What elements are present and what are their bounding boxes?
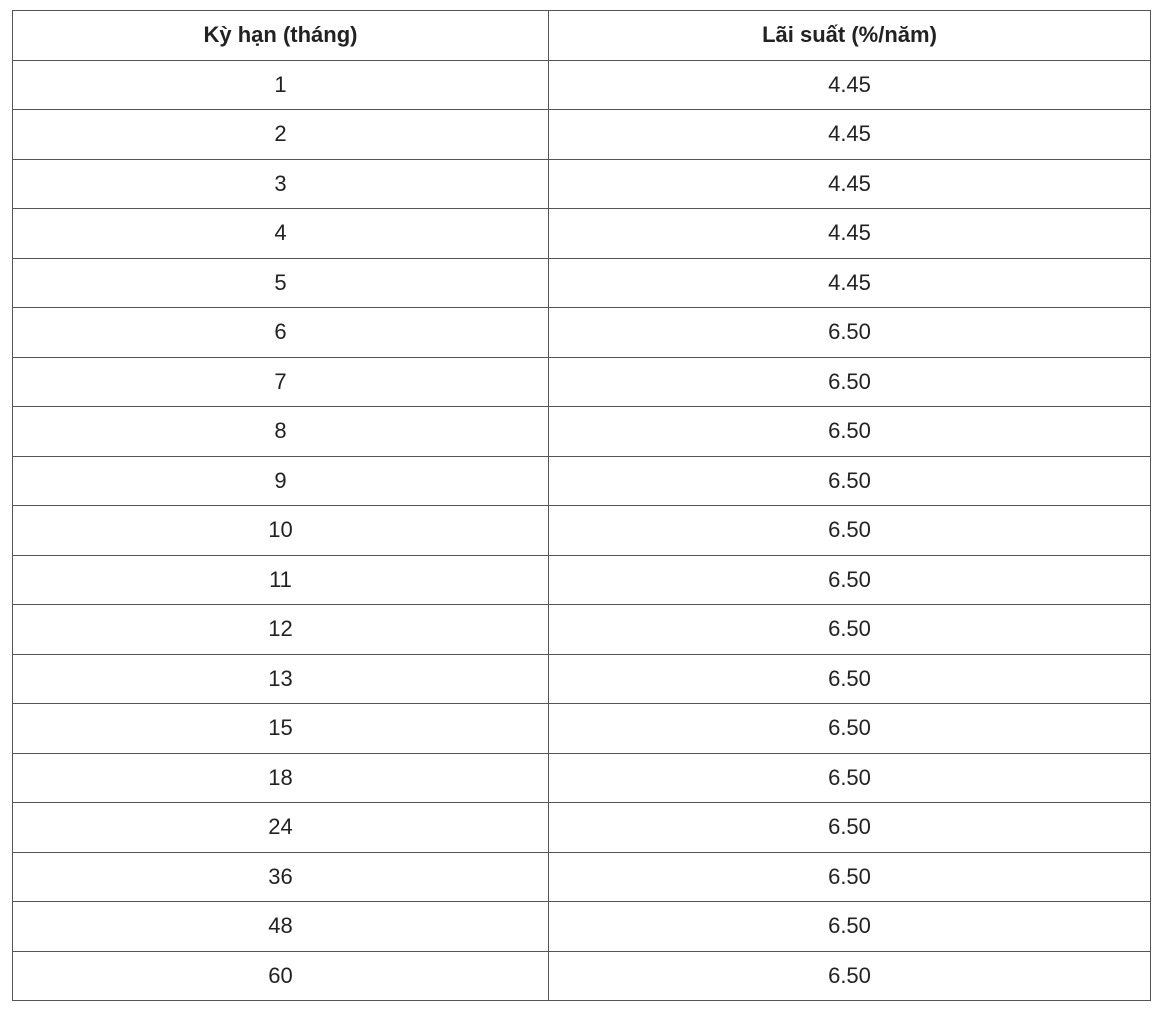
term-months-cell: 11 xyxy=(13,555,549,605)
term-months-cell: 2 xyxy=(13,110,549,160)
header-term-months: Kỳ hạn (tháng) xyxy=(13,11,549,61)
table-row xyxy=(13,852,1151,902)
table-row xyxy=(13,407,1151,457)
term-months-cell: 12 xyxy=(13,605,549,655)
header-interest-rate: Lãi suất (%/năm) xyxy=(549,11,1151,61)
interest-rate-cell: 4.45 xyxy=(549,209,1151,259)
interest-rate-cell: 4.45 xyxy=(549,159,1151,209)
table-row xyxy=(13,704,1151,754)
term-months-cell: 7 xyxy=(13,357,549,407)
table-row xyxy=(13,110,1151,160)
interest-rate-cell: 6.50 xyxy=(549,704,1151,754)
term-months-cell: 15 xyxy=(13,704,549,754)
term-months-cell: 13 xyxy=(13,654,549,704)
table-row xyxy=(13,654,1151,704)
interest-rate-cell: 6.50 xyxy=(549,951,1151,1001)
term-months-cell: 9 xyxy=(13,456,549,506)
interest-rate-cell: 6.50 xyxy=(549,308,1151,358)
term-months-cell: 18 xyxy=(13,753,549,803)
interest-rate-cell: 6.50 xyxy=(549,902,1151,952)
interest-rate-cell: 4.45 xyxy=(549,258,1151,308)
interest-rate-cell: 6.50 xyxy=(549,456,1151,506)
table-row xyxy=(13,456,1151,506)
table-row xyxy=(13,60,1151,110)
term-months-cell: 5 xyxy=(13,258,549,308)
interest-rate-cell: 6.50 xyxy=(549,357,1151,407)
table-row xyxy=(13,555,1151,605)
table-header xyxy=(13,11,1151,61)
interest-rate-cell: 6.50 xyxy=(549,654,1151,704)
table-row xyxy=(13,357,1151,407)
interest-rate-cell: 6.50 xyxy=(549,605,1151,655)
interest-rate-cell: 4.45 xyxy=(549,60,1151,110)
table-body xyxy=(13,60,1151,1001)
interest-rate-cell: 4.45 xyxy=(549,110,1151,160)
table-row xyxy=(13,951,1151,1001)
interest-rate-cell: 6.50 xyxy=(549,852,1151,902)
term-months-cell: 1 xyxy=(13,60,549,110)
term-months-cell: 24 xyxy=(13,803,549,853)
table-row xyxy=(13,258,1151,308)
interest-rate-table xyxy=(12,10,1151,1001)
table-row xyxy=(13,605,1151,655)
header-row xyxy=(13,11,1151,61)
interest-rate-table-container xyxy=(12,10,1150,1001)
interest-rate-cell: 6.50 xyxy=(549,753,1151,803)
table-row xyxy=(13,803,1151,853)
term-months-cell: 10 xyxy=(13,506,549,556)
table-row xyxy=(13,308,1151,358)
interest-rate-cell: 6.50 xyxy=(549,407,1151,457)
table-row xyxy=(13,753,1151,803)
term-months-cell: 3 xyxy=(13,159,549,209)
term-months-cell: 4 xyxy=(13,209,549,259)
interest-rate-cell: 6.50 xyxy=(549,803,1151,853)
term-months-cell: 60 xyxy=(13,951,549,1001)
term-months-cell: 36 xyxy=(13,852,549,902)
table-row xyxy=(13,506,1151,556)
table-row xyxy=(13,209,1151,259)
table-row xyxy=(13,159,1151,209)
term-months-cell: 48 xyxy=(13,902,549,952)
table-row xyxy=(13,902,1151,952)
interest-rate-cell: 6.50 xyxy=(549,555,1151,605)
term-months-cell: 8 xyxy=(13,407,549,457)
interest-rate-cell: 6.50 xyxy=(549,506,1151,556)
term-months-cell: 6 xyxy=(13,308,549,358)
